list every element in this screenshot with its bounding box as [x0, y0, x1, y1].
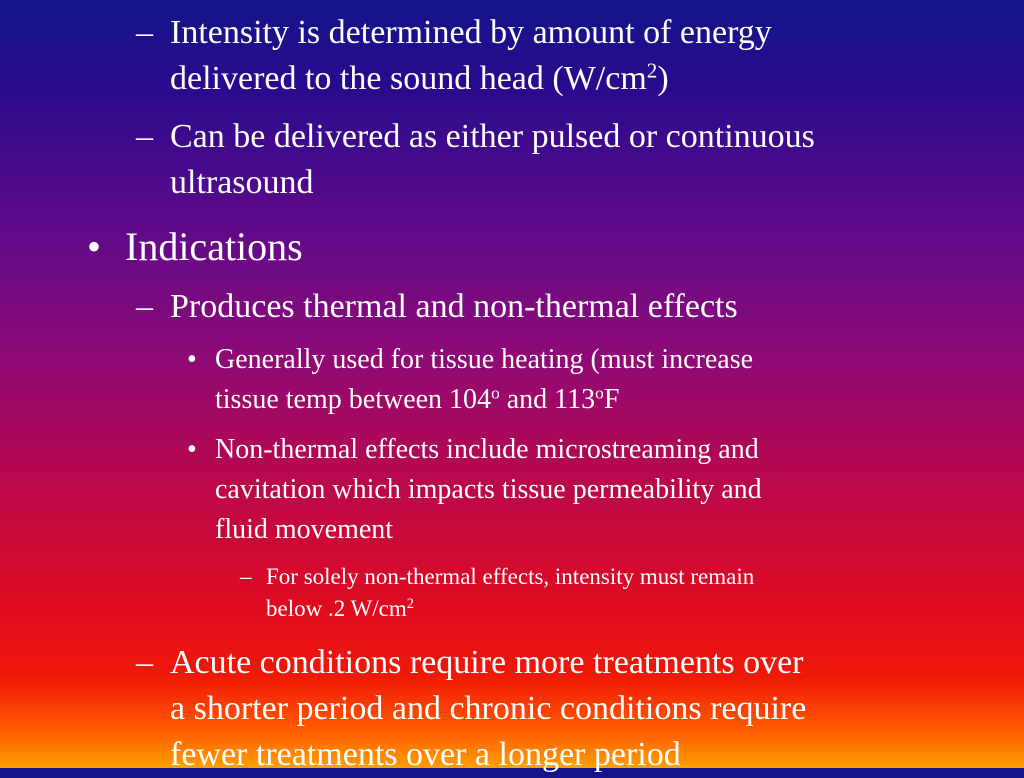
text-fragment: tissue temp between 104 — [215, 384, 492, 415]
bullet-text-line — [170, 56, 772, 102]
dash-marker: – — [240, 564, 252, 589]
bullet-text-line: cavitation which impacts tissue permeability and — [215, 474, 762, 505]
bullet-text-line — [215, 380, 753, 420]
bullet-thermal-effects — [136, 284, 738, 330]
bullet-text-line: a shorter period and chronic conditions require — [170, 690, 807, 727]
bullet-text-line: Acute conditions require more treatments over — [170, 644, 804, 681]
bullet-text-line: ultrasound — [170, 164, 314, 201]
bullet-pulsed-continuous — [136, 114, 815, 206]
text-fragment: ) — [657, 60, 669, 97]
superscript: 2 — [406, 596, 414, 613]
bullet-text-line: Intensity is determined by amount of energy — [170, 14, 772, 51]
bullet-intensity — [136, 10, 772, 102]
text-fragment: delivered to the sound head (W/cm — [170, 60, 647, 97]
bullet-text-line: For solely non-thermal effects, intensity must remain — [266, 564, 755, 589]
dash-marker: – — [136, 118, 153, 155]
bullet-non-thermal — [187, 430, 762, 550]
bullet-text-line: Generally used for tissue heating (must increase — [215, 344, 754, 375]
bullet-marker: • — [87, 224, 102, 269]
bullet-marker: • — [187, 344, 197, 375]
bullet-marker: • — [187, 434, 197, 465]
bullet-non-thermal-intensity — [240, 561, 755, 625]
bullet-text-line: Indications — [125, 224, 303, 269]
bullet-tissue-heating — [187, 340, 754, 420]
bullet-text-line: fewer treatments over a longer period — [170, 736, 681, 773]
bullet-text-line: Can be delivered as either pulsed or continuous — [170, 118, 815, 155]
bullet-indications — [87, 224, 303, 270]
text-fragment: below .2 W/cm — [266, 596, 407, 621]
superscript: o — [595, 383, 604, 403]
bullet-text-line: Non-thermal effects include microstreaming and — [215, 434, 759, 465]
superscript: 2 — [646, 58, 658, 83]
dash-marker: – — [136, 288, 153, 325]
bullet-acute-chronic — [136, 640, 807, 778]
dash-marker: – — [136, 644, 153, 681]
text-fragment: and 113 — [499, 384, 596, 415]
bullet-text-line: fluid movement — [215, 514, 394, 545]
bullet-text-line: Produces thermal and non-thermal effects — [170, 288, 738, 325]
dash-marker: – — [136, 14, 153, 51]
text-fragment: F — [603, 384, 620, 415]
bullet-text-line — [266, 593, 754, 625]
superscript: o — [491, 383, 500, 403]
